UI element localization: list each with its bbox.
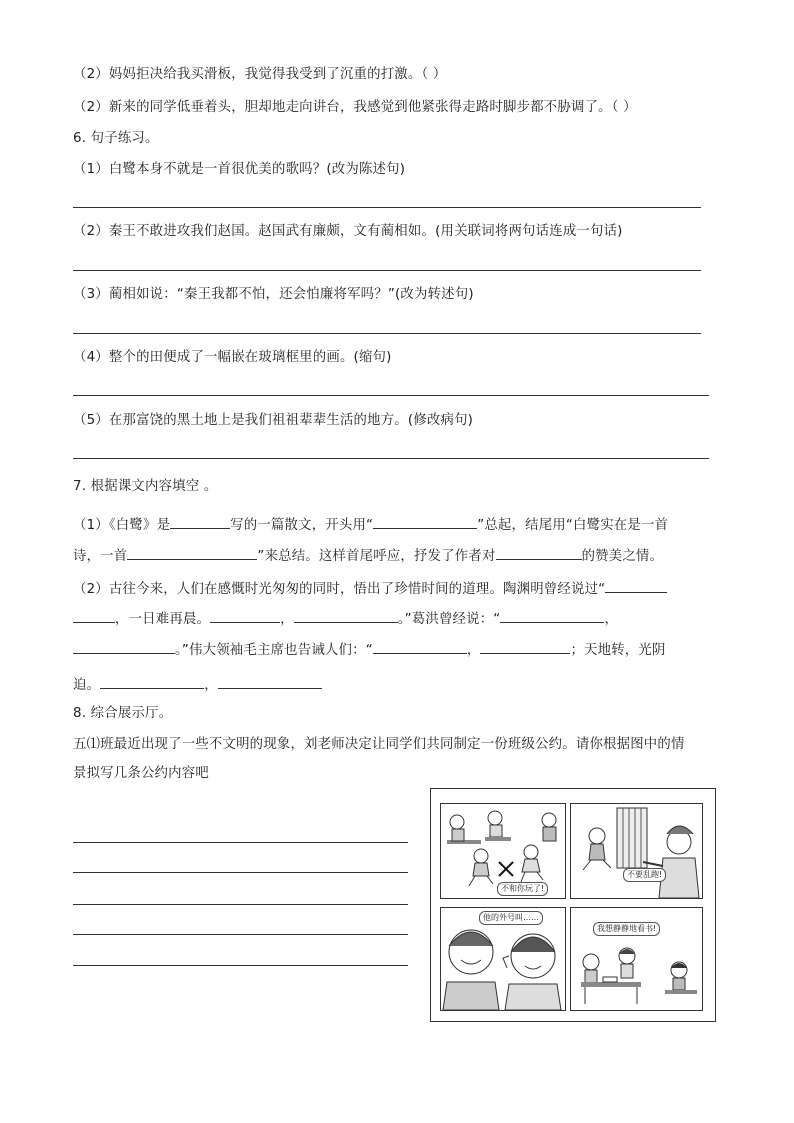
q7-p2e: ， (604, 612, 619, 627)
running-hallway-icon (571, 804, 702, 898)
comic-panel-1-text: 不和你玩了! (497, 882, 548, 896)
q6-s5: （5）在那富饶的黑土地上是我们祖祖辈辈生活的地方。(修改病句) (73, 413, 474, 428)
answer-line-q8-1[interactable] (73, 842, 408, 843)
q7-p2i: 迫。 (73, 678, 101, 693)
comic-illustration (430, 788, 716, 1022)
blank-mao-1[interactable] (373, 640, 467, 654)
blank-ending[interactable] (127, 546, 257, 560)
blank-author[interactable] (170, 515, 230, 529)
answer-line-q6-2[interactable] (73, 270, 701, 271)
q7-p2g: ， (466, 643, 481, 658)
answer-line-q6-5[interactable] (73, 458, 709, 459)
q6-s2: （2）秦王不敢进攻我们赵国。赵国武有廉颇，文有蔺相如。(用关联词将两句话连成一句话) (73, 224, 623, 239)
q7-p2b: ，一日难再晨。 (115, 612, 211, 627)
answer-line-q8-4[interactable] (73, 934, 408, 935)
comic-panel-3-text: 他的外号叫…… (479, 911, 543, 925)
q7-p2d: 。”葛洪曾经说：“ (397, 612, 501, 627)
comic-panel-3 (440, 907, 566, 1011)
q6-s1: （1）白鹭本身不就是一首很优美的歌吗？(改为陈述句) (73, 162, 406, 177)
blank-subject[interactable] (496, 546, 582, 560)
blank-ge-2[interactable] (73, 640, 175, 654)
q7-p1c: ”总起，结尾用“白鹭实在是一首 (477, 518, 669, 533)
q7-title: 7. 根据课文内容填空 。 (73, 479, 218, 494)
answer-line-q8-2[interactable] (73, 872, 408, 873)
comic-panel-4 (570, 907, 703, 1011)
blank-tao-1[interactable] (605, 579, 667, 593)
q7-p2f: 。”伟大领袖毛主席也告诫人们：“ (175, 643, 373, 658)
comic-panel-2 (570, 803, 703, 899)
q6-s4: （4）整个的田便成了一幅嵌在玻璃框里的画。(缩句) (73, 350, 392, 365)
q8-intro-1: 五⑴班最近出现了一些不文明的现象，刘老师决定让同学们共同制定一份班级公约。请你根据图中的情 (73, 737, 685, 752)
comic-panel-2-text: 不要乱跑! (623, 868, 666, 882)
q8-title: 8. 综合展示厅。 (73, 706, 173, 721)
blank-tao-1b[interactable] (73, 609, 115, 623)
answer-line-q6-1[interactable] (73, 207, 701, 208)
answer-line-q8-3[interactable] (73, 904, 408, 905)
q7-p2a: （2）古往今来，人们在感慨时光匆匆的同时，悟出了珍惜时间的道理。陶渊明曾经说过“ (73, 582, 606, 597)
q7-p1e: ”来总结。这样首尾呼应，抒发了作者对 (257, 549, 496, 564)
q7-p1-line1 (73, 515, 668, 535)
answer-line-q6-3[interactable] (73, 333, 701, 334)
q6-title: 6. 句子练习。 (73, 131, 159, 146)
q7-p1a: （1）《白鹭》是 (73, 518, 171, 533)
comic-panel-4-text: 我想静静地看书! (593, 922, 660, 936)
blank-opening[interactable] (373, 515, 477, 529)
blank-ge-1[interactable] (500, 609, 604, 623)
q7-p1b: 写的一篇散文，开头用“ (230, 518, 374, 533)
answer-line-q6-4[interactable] (73, 395, 709, 396)
q7-p1d: 诗，一首 (73, 549, 128, 564)
blank-mao-2[interactable] (480, 640, 570, 654)
q6-s3: （3）蔺相如说：“秦王我都不怕，还会怕廉将军吗？”(改为转述句) (73, 287, 474, 302)
sentence-2a: （2）妈妈拒决给我买滑板，我觉得我受到了沉重的打激。（ ） (73, 67, 447, 82)
q7-p2-line2 (73, 609, 618, 629)
q7-p1f: 的赞美之情。 (581, 549, 664, 564)
q7-p1-line2 (73, 546, 663, 566)
q7-p2c: ， (280, 612, 294, 627)
q7-p2-line4 (73, 675, 322, 695)
blank-mao-3[interactable] (100, 675, 204, 689)
q8-intro-2: 景拟写几条公约内容吧 (73, 766, 209, 781)
q7-p2-line3 (73, 640, 666, 660)
q7-p2h: ；天地转，光阴 (570, 643, 666, 658)
blank-tao-3[interactable] (294, 609, 398, 623)
comic-panel-1 (440, 803, 566, 899)
q7-p2j: ， (204, 678, 218, 693)
answer-line-q8-5[interactable] (73, 965, 408, 966)
q7-p2-line1 (73, 579, 667, 599)
blank-mao-4[interactable] (218, 675, 322, 689)
blank-tao-2[interactable] (210, 609, 280, 623)
sentence-2b: （2）新来的同学低垂着头，胆却地走向讲台，我感觉到他紧张得走路时脚步都不胁调了。（ ） (73, 100, 637, 115)
